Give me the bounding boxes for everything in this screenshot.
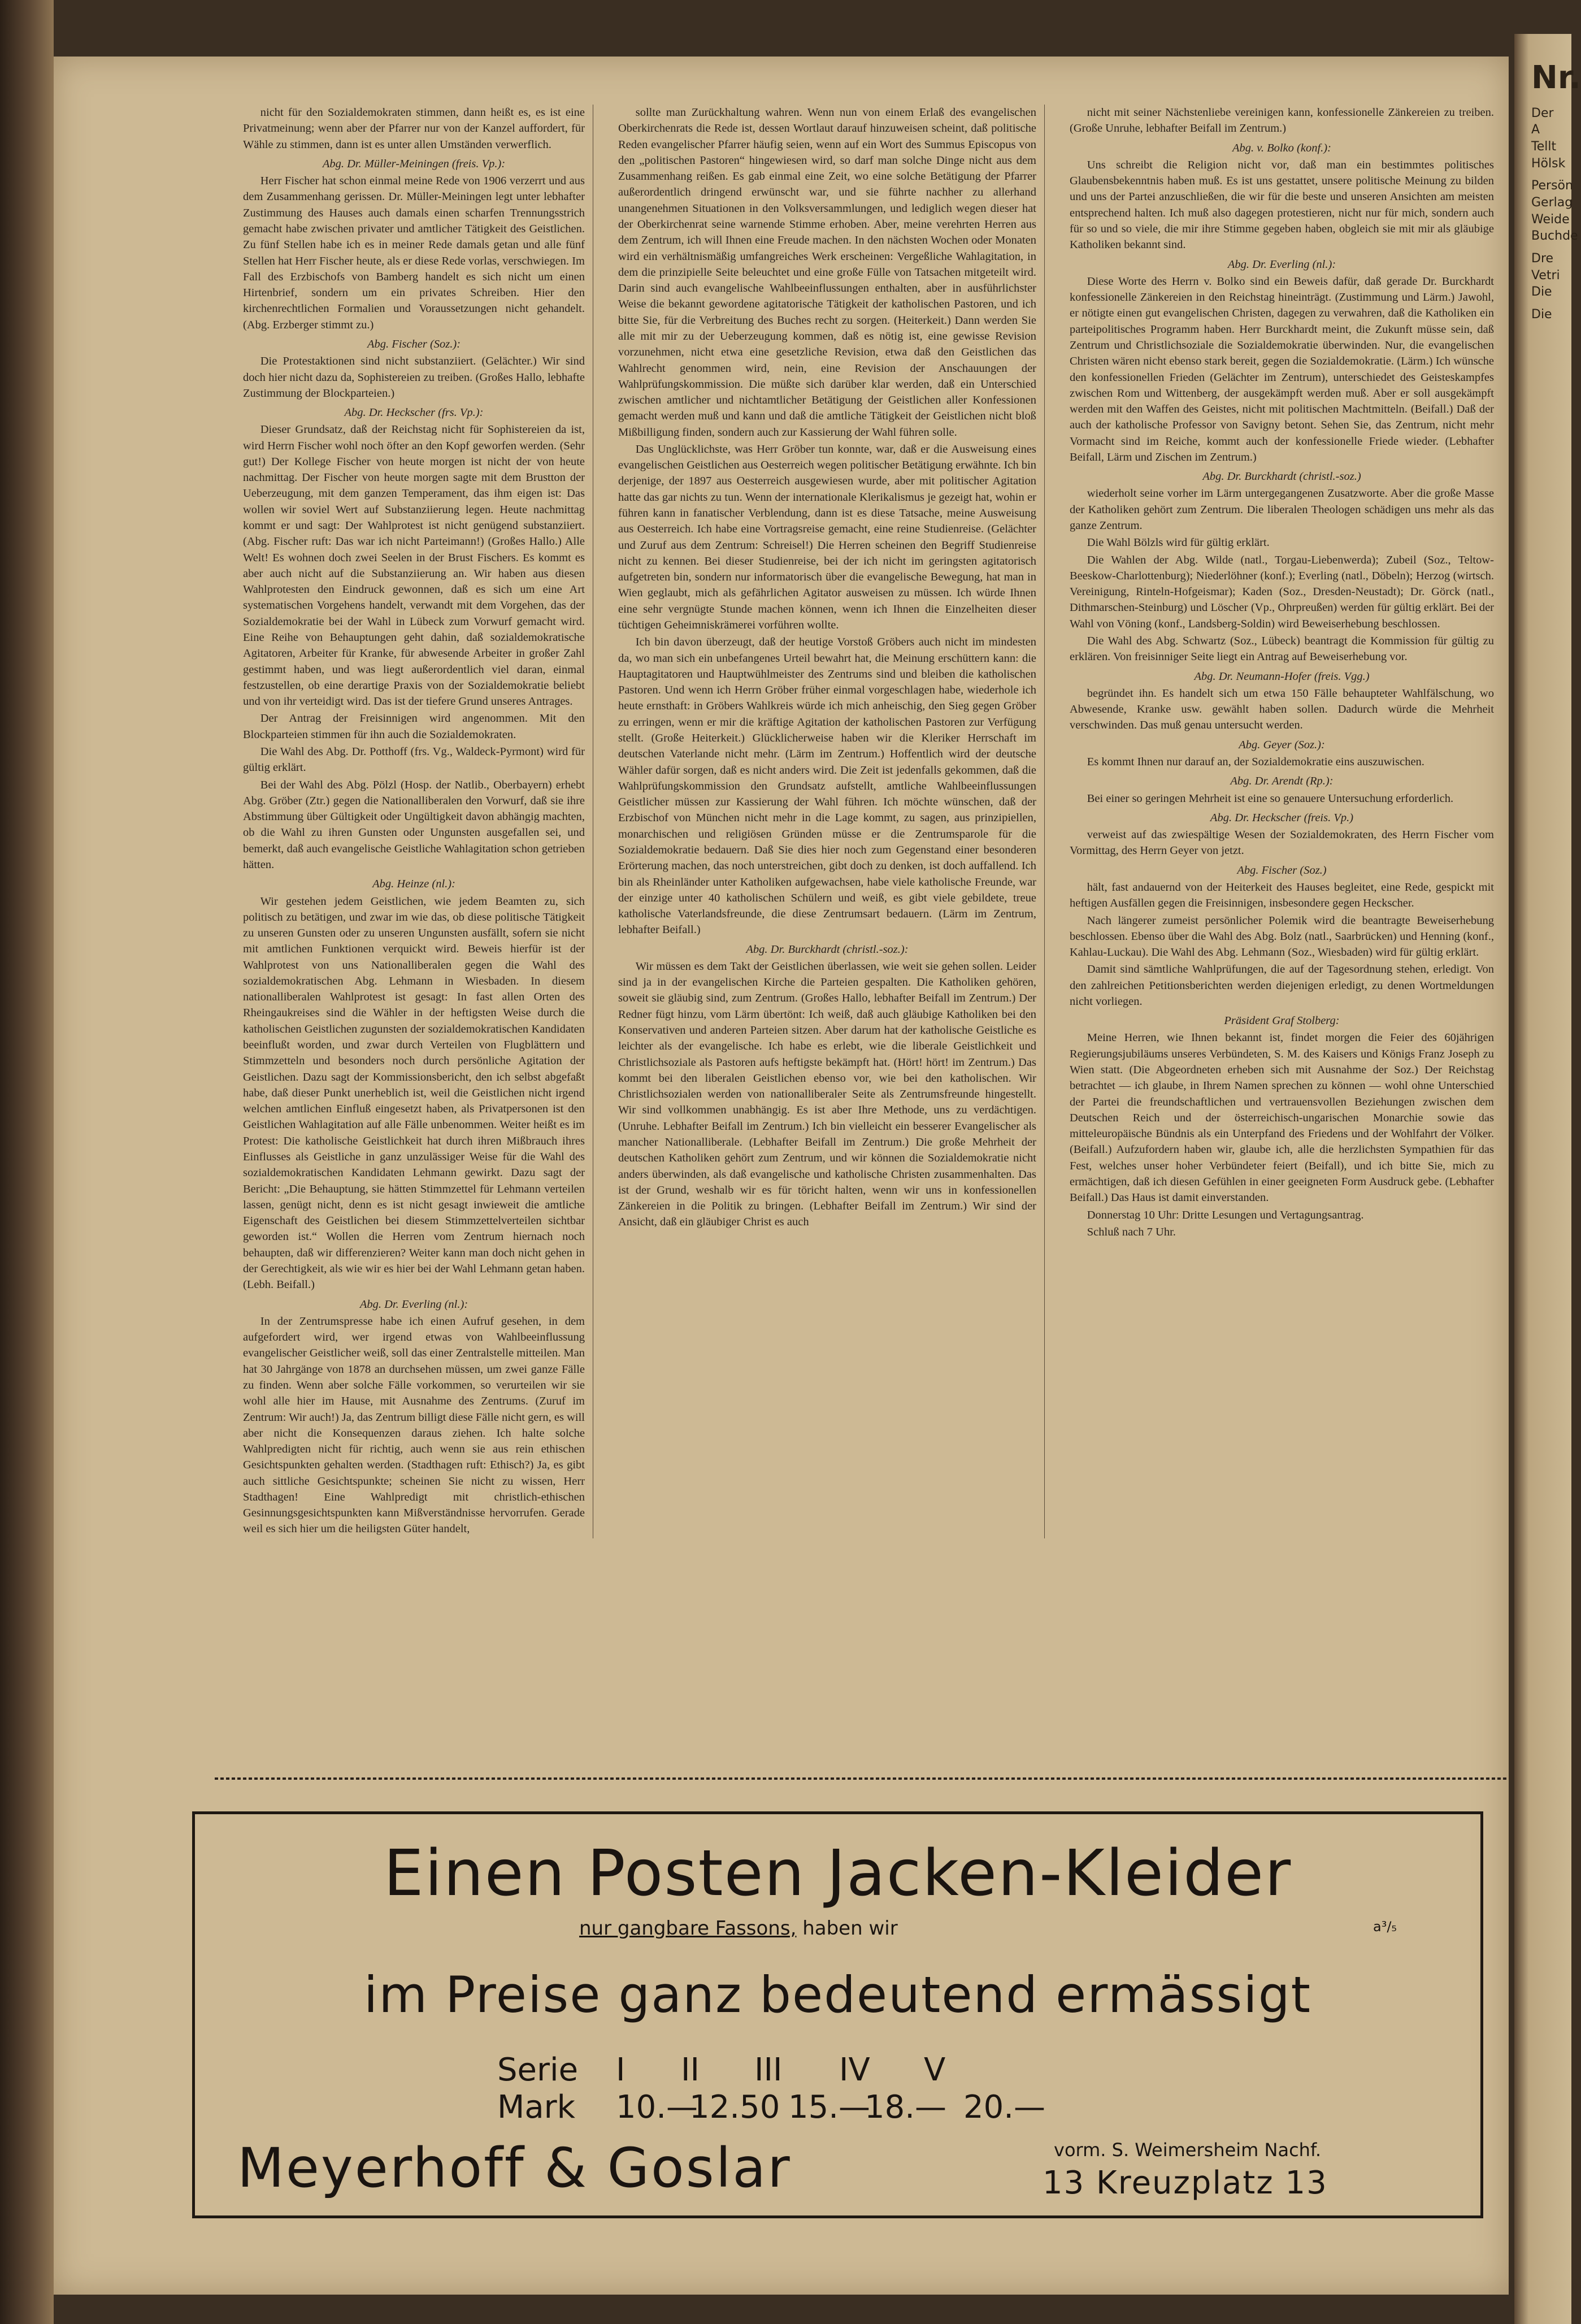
article-paragraph: Uns schreibt die Religion nicht vor, daß man ein bestimmtes politisches Glaubensbekenntnis haben muß. Es ist uns gestattet, unsere politische Meinung zu bilden und uns der Partei anzuschließen, die wir für die beste und unseren Ansichten am meisten entsprechend halten. Ich muß also dagegen protestieren, nicht nur für mich, sondern auch für so und so viele, die mir ihre Stimme gegeben haben, obgleich sie mit mir als gläubige Katholiken bekannt sind. — [1070, 158, 1494, 252]
speaker-heading: Abg. Fischer (Soz.) — [1237, 864, 1327, 877]
ad-title: Einen Posten Jacken-Kleider — [383, 1837, 1292, 1910]
ad-serie-number: IV — [839, 2052, 870, 2088]
speaker-heading: Abg. Dr. Burckhardt (christl.-soz.) — [1202, 470, 1361, 483]
ad-serie-number: III — [754, 2052, 783, 2088]
article-paragraph: Dieser Grundsatz, daß der Reichstag nicht für Sophistereien da ist, wird Herrn Fischer wohl noch öfter an den Kopf geworfen werden. (Sehr gut!) Der Kollege Fischer von heute morgen ist nicht der von heute nachmittag. Der Fischer von heute morgen sagte mit dem Brustton der Ueberzeugung, mit dem ganzen Temperament, das ihm eigen ist: Das wollen wir soviel Wert auf Substanziierung legen. Heute nachmittag kommt er und sagt: Der Wahlprotest ist nicht genügend substanziiert. (Abg. Fischer ruft: Das war ich nicht Parteimann!) (Großes Hallo.) Alle Welt! Es wohnen doch zwei Seelen in der Brust Fischers. Es kommt es aber auch nicht auf die Substanziierung an. Wir haben aus diesen Wahlprotesten den Eindruck gewonnen, daß es sich um eine Art systematischen Vorgehens handelt, verwandt mit dem Vorgehen, das der Sozialdemokratie bei der Wahl in Lübeck zum Vorwurf gemacht wird. Eine Reihe von Behauptungen geht dahin, daß sozialdemokratische Agitatoren, Arbeiter für Kranke, für abwesende Arbeiter in großer Zahl gestimmt haben, und was liegt außerordentlich viel daran, einmal festzustellen, ob eine derartige Praxis von der Sozialdemokratie beliebt und von ihr verteidigt wird. Das ist der tiefere Grund unseres Antrages. — [243, 423, 585, 708]
ad-address: 13 Kreuzplatz 13 — [1043, 2165, 1328, 2201]
article-paragraph: Die Wahl des Abg. Schwartz (Soz., Lübeck) beantragt die Kommission für gültig zu erklären. Von freisinniger Seite liegt ein Antrag auf Beweiserhebung vor. — [1070, 635, 1494, 664]
ad-serie-label: Serie — [497, 2052, 579, 2088]
section-divider — [215, 1777, 1509, 1780]
article-paragraph: Wir gestehen jedem Geistlichen, wie jedem Beamten zu, sich politisch zu betätigen, und zwar im wie das, ob diese politische Tätigkeit zu unseren Gunsten oder zu unseren Ungunsten ausfällt, sofern sie nicht mit amtlichen Funktionen verquickt wird. Beweis hierfür ist der Wahlprotest von uns Nationalliberalen gegen die Wahl des sozialdemokratischen Abg. Lehmann in Wiesbaden. In diesem nationalliberalen Wahlprotest ist gesagt: In fast allen Orten des Rheingaukreises sind die Wähler in der heftigsten Weise durch die katholischen Geistlichen zugunsten der sozialdemokratischen Kandidaten beeinflußt worden, und zwar durch Verteilen von Flugblättern und Stimmzetteln und besonders noch durch persönliche Agitation der Geistlichen. Dazu sagt der Kommissionsbericht, den ich selbst abgefaßt habe, daß dieser Punkt unerheblich ist, weil die Geistlichen nicht irgend welchen amtlichen Einfluß eingesetzt haben, als Privatpersonen ist den Geistlichen Wahlagitation auf alle Fälle unbenommen. Weiter heißt es im Protest: Die katholische Geistlichkeit hat durch ihren Mißbrauch ihres Einflusses als Geistliche in ganz unzulässiger Weise für die Wahl des sozialdemokratischen Kandidaten Lehmann gewirkt. Dazu sagt der Bericht: „Die Behauptung, sie hätten Stimmzettel für Lehmann verteilen lassen, genügt nicht, denn es ist nicht gesagt inwieweit die amtliche Eigenschaft des Geistlichen bei diesem Stimmzettelverteilen sichtbar geworden ist.“ Wollen die Herren vom Zentrum hiernach noch behaupten, daß wir differenzieren? Weiter kann man doch nicht gehen in der Gerechtigkeit, als wie wir es hier bei der Wahl Lehmann getan haben. (Lebh. Beifall.) — [243, 895, 585, 1291]
article-paragraph: Meine Herren, wie Ihnen bekannt ist, findet morgen die Feier des 60jährigen Regierungsjubiläums unseres Verbündeten, S. M. des Kaisers und Königs Franz Joseph zu Wien statt. (Die Abgeordneten erheben sich mit Ausnahme der Soz.) Der Reichstag betrachtet — ich glaube, in Ihrem Namen sprechen zu können — wohl ohne Unterschied der Partei die freundschaftlichen und vertrauensvollen Beziehungen zwischen dem Deutschen Reich und der österreichisch-ungarischen Monarchie sowie das mitteleuropäische Bündnis als ein Unterpfand des Friedens und der Wohlfahrt der Völker. (Beifall.) Aufzufordern haben wir, glaube ich, alle die herzlichsten Sympathien für das Fest, welches unser hoher Verbündeter feiert (Beifall), und ich bitte Sie, mich zu ermächtigen, daß ich diesen Gefühlen in einer geeigneten Form Ausdruck gebe. (Lebhafter Beifall.) Das Haus ist damit einverstanden. — [1070, 1031, 1494, 1204]
speaker-heading: Abg. Dr. Müller-Meiningen (freis. Vp.): — [322, 157, 506, 170]
article-paragraph: Bei der Wahl des Abg. Pölzl (Hosp. der Natlib., Oberbayern) erhebt Abg. Gröber (Ztr.) gegen die Nationalliberalen den Vorwurf, daß sie ihre Abstimmung über Gültigkeit oder Ungültigkeit davon abhängig machten, ob die Wahl zu ihren Gunsten oder Ungunsten ausgefallen sei, und bemerkt, daß auch evangelische Geistliche Wahlagitation schon getrieben hätten. — [243, 778, 585, 871]
ad-price: 10.— — [616, 2089, 698, 2126]
speaker-heading: Abg. Dr. Heckscher (freis. Vp.) — [1210, 811, 1354, 824]
article-paragraph: begründet ihn. Es handelt sich um etwa 150 Fälle behaupteter Wahlfälschung, wo Abwesende, Kranke usw. gewählt haben sollen. Dadurch würde die Mehrheit verschwinden. Das muß genau untersucht werden. — [1070, 687, 1494, 732]
ad-price: 12.50 — [689, 2089, 780, 2126]
column-2 — [618, 105, 1045, 1538]
article-paragraph: nicht mit seiner Nächstenliebe vereinigen kann, konfessionelle Zänkereien zu treiben. (Große Unruhe, lebhafter Beifall im Zentrum.) — [1070, 106, 1494, 135]
article-paragraph: sollte man Zurückhaltung wahren. Wenn nun von einem Erlaß des evangelischen Oberkirchenrats die Rede ist, dessen Wortlaut darauf hinzuweisen scheint, daß politische Reden evangelischer Pfarrer häufig seien, wenn auf ein Wort des Summus Episcopus von den „politischen Pastoren“ hingewiesen wird, so darf man solche Dinge nicht aus dem Zusammenhang reißen. Es gab einmal eine Zeit, wo eine solche Betätigung der Pfarrer außerordentlich dringend erwünscht war, und sie führte nachher zu allerhand unangenehmen Situationen in den Volksversammlungen, und lediglich wegen dieser hat der Oberkirchenrat seine warnende Stimme erhoben. Aber, meine verehrten Herren aus dem Zentrum, ich will Ihnen eine Freude machen. In den nächsten Wochen oder Monaten wird ein verhältnismäßig umfangreiches Werk erscheinen: Vergeßliche Wahlagitation, in dem die prinzipielle Seite beleuchtet und eine große Fülle von Tatsachen mitgeteilt wird. Darin sind auch evangelische Wahlbeeinflussungen enthalten, aber in ausführlichster Weise die bekannt gewordene agitatorische Tätigkeit der katholischen Pastoren, und ich bitte Sie, für die Verbreitung des Buches recht zu sorgen. (Heiterkeit.) Dann werden Sie alle mit mir zu der Ueberzeugung kommen, daß es nötig ist, eine gewisse Revision vorzunehmen, nicht etwa eine gesetzliche Revision, etwa daß den Geistlichen das Wahlrecht genommen wird, nein, eine Revision der Anschauungen der Wahlprüfungskommission. Die müßte sich darüber klar werden, daß ein Unterschied zwischen amtlicher und nichtamtlicher Betätigung der Geistlichen aller Konfessionen gemacht werden muß und kann und daß die amtliche Tätigkeit der Geistlichen nicht bloß Mißbilligung finden, sondern auch zur Kassierung der Wahl führen solle. — [618, 106, 1036, 439]
article-paragraph: hält, fast andauernd von der Heiterkeit des Hauses begleitet, eine Rede, gespickt mit heftigen Ausfällen gegen die Freisinnigen, insbesondere gegen Heckscher. — [1070, 881, 1494, 910]
article-paragraph: Bei einer so geringen Mehrheit ist eine so genauere Untersuchung erforderlich. — [1087, 792, 1454, 805]
speaker-heading: Abg. Dr. Burckhardt (christl.-soz.): — [746, 943, 909, 956]
article-paragraph: Die Wahlen der Abg. Wilde (natl., Torgau-Liebenwerda); Zubeil (Soz., Teltow-Beeskow-Charlottenburg); Niederlöhner (konf.); Everling (natl., Döbeln); Herzog (wirtsch. Vereinigung, Rinteln-Hofgeismar); Kaden (Soz., Dresden-Neustadt); Dr. Görck (natl., Dithmarschen-Steinburg) und Löscher (Vp., Ohrpreußen) werden für gültig erklärt. Bei der Wahl von Vöning (konf., Landsberg-Soldin) wird Beweiserhebung beschlossen. — [1070, 553, 1494, 630]
next-page-fragment: Die — [1531, 307, 1552, 322]
speaker-heading: Abg. v. Bolko (konf.): — [1232, 141, 1331, 154]
article-paragraph: verweist auf das zwiespältige Wesen der Sozialdemokraten, des Herrn Fischer vom Vormittag, des Herrn Geyer von jetzt. — [1070, 829, 1494, 857]
next-page-fragment: Persön Gerlag Weide Buchde — [1531, 179, 1578, 244]
next-page-fragment: Dre Vetri Die — [1531, 252, 1560, 300]
ad-code-mark: a³/₅ — [1373, 1919, 1397, 1935]
speaker-heading: Abg. Dr. Everling (nl.): — [359, 1298, 468, 1311]
ad-serie-number: II — [681, 2052, 700, 2088]
article-paragraph: In der Zentrumspresse habe ich einen Aufruf gesehen, in dem aufgefordert wird, wer irgend etwas von Wahlbeeinflussung evangelischer Geistlicher weiß, soll das einer Zentralstelle mitteilen. Man hat 30 Jahrgänge von 1878 an durchsehen müssen, um zwei ganze Fälle zu finden. Wenn aber solche Fälle vorkommen, so verurteilen wir sie wohl alle hier im Hause, mit Ausnahme des Zentrums. (Zuruf im Zentrum: Wir auch!) Ja, das Zentrum billigt diese Fälle nicht gern, es will aber nicht die Konsequenzen daraus ziehen. Ich halte solche Wahlpredigten nicht für richtig, auch wenn sie aus rein ethischen Gesichtspunkten gehalten werden. (Stadthagen ruft: Ethisch?) Ja, es gibt auch sittliche Gesichtspunkte; scheinen Sie nicht zu wissen, Herr Stadthagen! Eine Wahlpredigt mit christlich-ethischen Gesinnungsgesichtspunkten kann Mißverständnisse hervorrufen. Gerade weil es sich hier um die heiligsten Güter handelt, — [243, 1315, 585, 1536]
article-paragraph: Diese Worte des Herrn v. Bolko sind ein Beweis dafür, daß gerade Dr. Burckhardt konfessionelle Zänkereien in den Reichstag hineinträgt. (Zustimmung und Lärm.) Jawohl, er nötigte einen gut evangelischen Christen, dagegen zu verwahren, daß die Katholiken ein parteipolitisches Programm haben. Herr Burckhardt meint, die Zukunft müsse sein, daß Zentrum und Christlichsoziale die Sozialdemokratie überwinden. Nur, die evangelischen Christen wären nicht ebenso stark bereit, gegen die Sozialdemokratie. (Lärm.) Ich wünsche den konfessionellen Frieden (Gelächter im Zentrum), unterschiedet des Geisteskampfes zwischen Rom und Wittenberg, der ausgekämpft werden muß. Aber er soll ausgekämpft werden mit den Waffen des Geistes, nicht mit politischen Machtmitteln. (Beifall.) Daß der auch der katholische Professor von Savigny betont. Sehen Sie, das Zentrum, nicht mehr Vormacht sind im Reiche, kommt auch der konfessionelle Friede wieder. (Lebhafter Beifall, Lärm und Zischen im Zentrum.) — [1070, 275, 1494, 463]
article-columns — [243, 105, 1503, 1536]
next-page-fragment: Nr. — [1531, 59, 1581, 96]
article-paragraph: Ich bin davon überzeugt, daß der heutige Vorstoß Gröbers auch nicht im mindesten da, wo man sich ein unbefangenes Urteil bewahrt hat, die Meinung erschüttern kann: die Hauptagitatoren und Hauptwühlmeister des Zentrums sind und bleiben die katholischen Pastoren. Und wenn ich Herrn Gröber früher einmal vorgeschlagen habe, wiederhole ich heute ernsthaft: in Gröbers Wahlkreis würde ich mich anheischig, den Sieg gegen Gröber zu erringen, wenn er mir die kräftige Agitation der katholischen Pastoren zur Verfügung stellt. (Große Heiterkeit.) Glücklicherweise haben wir die Kleriker Herrschaft im deutschen Vaterlande nicht mehr. (Lärm im Zentrum.) Hoffentlich wird der deutsche Wähler dafür sorgen, daß es nicht anders wird. Die Zeit ist jedenfalls gekommen, daß die Wahlprüfungskommission den Grundsatz aufstellt, amtliche Wahlbeeinflussungen Geistlicher müssen zur Kassierung der Wahl führen. Ich möchte wünschen, daß der Erzbischof von München nicht mehr in die Lage kommt, zu sagen, aus prinzipiellen, monarchischen und religiösen Gründen müsse er die Zentrumsparole für die Sozialdemokratie bedauern. Daß Sie dies hier noch zum Gegenstand einer besonderen Erörterung machen, das noch unterstreichen, gibt doch zu denken, ist doch auffallend. Ich bin als Rheinländer unter Katholiken aufgewachsen, habe viele katholische Freunde, war der einzige unter 40 katholischen Schülern und weiß, es gibt viele gebildete, treue katholische Vaterlandsfreunde, die diese Zentrumsart bedauern. (Lärm im Zentrum, lebhafter Beifall.) — [618, 636, 1036, 936]
article-paragraph: nicht für den Sozialdemokraten stimmen, dann heißt es, es ist eine Privatmeinung; wenn aber der Pfarrer nur von der Kanzel auffordert, für Wähle zu stimmen, dann ist es unter allen Umständen verwerflich. — [243, 106, 585, 151]
next-page-fragment: Der A Tellt Hölsk — [1531, 106, 1566, 171]
article-paragraph: Nach längerer zumeist persönlicher Polemik wird die beantragte Beweiserhebung beschlossen. Ebenso über die Wahl des Abg. Bolz (natl., Saarbrücken) und Henning (konf., Kahlau-Luckau). Die Wahl des Abg. Lehmann (Soz., Wiesbaden) wird für gültig erklärt. — [1070, 914, 1494, 959]
ad-subline-underlined: nur gangbare Fassons, — [579, 1917, 797, 1940]
ad-serie-number: V — [924, 2052, 946, 2088]
article-paragraph: Schluß nach 7 Uhr. — [1087, 1225, 1176, 1238]
ad-firm-formerly: vorm. S. Weimersheim Nachf. — [1054, 2139, 1322, 2161]
article-paragraph: Herr Fischer hat schon einmal meine Rede von 1906 verzerrt und aus dem Zusammenhang gerissen. Dr. Müller-Meiningen legt unter lebhafter Zustimmung des Hauses auch damals einen scharfen Trennungsstrich gemacht habe zwischen privater und amtlicher Tätigkeit des Geistlichen. Zu fünf Stellen habe ich es in meiner Rede damals getan und alle fünf Stellen hat Herr Fischer heute, als er diese Rede vorlas, verschwiegen. Im Fall des Erzbischofs von Bamberg handelt es sich nicht um einen Hirtenbrief, sondern um ein privates Schreiben. Hier den kirchenrechtlichen Formalien und Voraussetzungen nicht gehandelt. (Abg. Erzberger stimmt zu.) — [243, 175, 585, 331]
article-paragraph: Der Antrag der Freisinnigen wird angenommen. Mit den Blockparteien stimmen für ihn auch die Sozialdemokraten. — [243, 712, 585, 741]
ad-price-reduction: im Preise ganz bedeutend ermässigt — [363, 1966, 1312, 2024]
speaker-heading: Abg. Dr. Heckscher (frs. Vp.): — [344, 406, 484, 419]
article-paragraph: Die Wahl des Abg. Dr. Potthoff (frs. Vg., Waldeck-Pyrmont) wird für gültig erklärt. — [243, 745, 585, 774]
article-paragraph: Donnerstag 10 Uhr: Dritte Lesungen und Vertagungsantrag. — [1087, 1208, 1364, 1221]
ad-subline — [579, 1917, 898, 1940]
article-paragraph: wiederholt seine vorher im Lärm untergegangenen Zusatzworte. Aber die große Masse der Katholiken gehört zum Zentrum. Die liberalen Theologen schädigen uns mehr als das ganze Zentrum. — [1070, 487, 1494, 532]
advertisement — [192, 1811, 1483, 2218]
article-paragraph: Die Wahl Bölzls wird für gültig erklärt. — [1087, 536, 1270, 549]
ad-price: 18.— — [865, 2089, 947, 2126]
ad-firm-name: Meyerhoff & Goslar — [237, 2136, 792, 2200]
next-page-edge — [1514, 34, 1581, 2324]
article-paragraph: Wir müssen es dem Takt der Geistlichen überlassen, wie weit sie gehen sollen. Leider sind ja in der evangelischen Kirche die Parteien gespalten. Die Katholiken gehören, soweit sie gläubig sind, zum Zentrum. (Großes Hallo, lebhafter Beifall im Zentrum.) Der Redner fügt hinzu, vom Lärm übertönt: Ich weiß, daß auch gläubige Katholiken bei den Konservativen und anderen Parteien sitzen. Aber darum hat der katholische Geistliche es leichter als der evangelische. Ich habe es erlebt, wie die liberale Geistlichkeit und Christlichsoziale als Pastoren aufs heftigste bekämpft hat. (Hört! hört! im Zentrum.) Das kommt bei den liberalen Geistlichen ebenso vor, wie bei den katholischen. Wir Christlichsozialen werden von nationalliberaler Seite als Zentrumsfreunde hingestellt. Wir sind vollkommen unabhängig. Es ist aber Ihre Methode, uns zu verdächtigen. (Unruhe. Lebhafter Beifall im Zentrum.) Ich bin vielleicht ein besserer Evangelischer als mancher Nationalliberale. (Lebhafter Beifall im Zentrum.) Die große Mehrheit der deutschen Katholiken gehört zum Zentrum, und wir können die Sozialdemokratie nicht anders überwinden, als daß evangelische und katholische Christen zusammenhalten. Das ist der Grund, weshalb wir es für töricht halten, wenn wir uns in konfessionellen Zänkereien in die Politik zu bringen. (Lebhafter Beifall im Zentrum.) Wir sind der Ansicht, daß ein gläubiger Christ es auch — [618, 960, 1036, 1229]
article-paragraph: Damit sind sämtliche Wahlprüfungen, die auf der Tagesordnung stehen, erledigt. Von den zahlreichen Petitionsberichten werden diejenigen erledigt, zu denen Wortmeldungen nicht vorliegen. — [1070, 963, 1494, 1008]
article-paragraph: Die Protestaktionen sind nicht substanziiert. (Gelächter.) Wir sind doch hier nicht dazu da, Sophistereien zu treiben. (Großes Hallo, lebhafte Zustimmung der Blockparteien.) — [243, 355, 585, 400]
speaker-heading: Abg. Heinze (nl.): — [372, 878, 455, 891]
book-binding — [0, 0, 54, 2324]
speaker-heading: Präsident Graf Stolberg: — [1224, 1014, 1340, 1027]
speaker-heading: Abg. Dr. Arendt (Rp.): — [1230, 775, 1334, 788]
column-3 — [1070, 105, 1502, 1538]
ad-subline-rest: haben wir — [796, 1917, 898, 1940]
ad-price: 20.— — [963, 2089, 1046, 2126]
article-paragraph: Es kommt Ihnen nur darauf an, der Sozialdemokratie eins auszuwischen. — [1087, 755, 1424, 768]
speaker-heading: Abg. Dr. Neumann-Hofer (freis. Vgg.) — [1194, 670, 1370, 683]
ad-serie-number: I — [616, 2052, 626, 2088]
speaker-heading: Abg. Dr. Everling (nl.): — [1227, 258, 1336, 271]
speaker-heading: Abg. Fischer (Soz.): — [367, 337, 461, 350]
column-1 — [243, 105, 593, 1538]
ad-mark-label: Mark — [497, 2089, 576, 2126]
ad-price: 15.— — [788, 2089, 871, 2126]
article-paragraph: Das Unglücklichste, was Herr Gröber tun konnte, war, daß er die Ausweisung eines evangelischen Geistlichen aus Oesterreich wegen politischer Betätigung erwähnte. Ich bin derjenige, der 1897 aus Oesterreich ausgewiesen wurde, aber mit politischer Agitation hatte das gar nichts zu tun. Wenn der internationale Klerikalismus je gezeigt hat, wohin er führen kann in fanatischer Verblendung, dann ist es diese Tatsache, meine Ausweisung aus Oesterreich. Ich habe eine Vortragsreise gemacht, eine reine Studienreise. (Gelächter und Zuruf aus dem Zentrum: Schreisel!) Die Herren scheinen den Begriff Studienreise nicht zu kennen. Bei dieser Studienreise, bei der ich nicht im geringsten agitatorisch aufgetreten bin, sondern nur informatorisch über die evangelische Bewegung, hat man in Wien geglaubt, mich als gefährlichen Agitator ausweisen zu müssen. Ich würde Ihnen eine sehr vergnügte Stunde machen können, wenn ich Ihnen die Einzelheiten dieser tüchtigen Geheimniskrämerei vorführen wollte. — [618, 443, 1037, 631]
speaker-heading: Abg. Geyer (Soz.): — [1239, 738, 1325, 751]
